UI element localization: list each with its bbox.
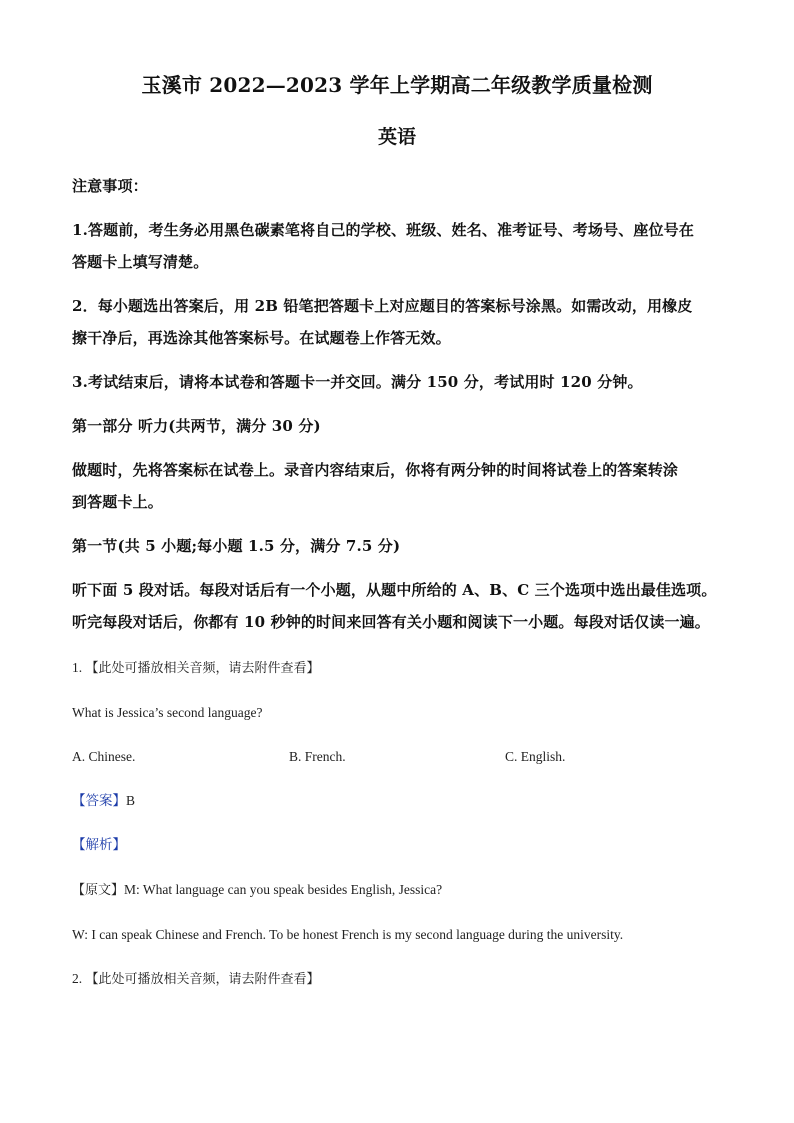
original-text-1: M: What language can you speak besides English, Jessica? bbox=[124, 882, 443, 897]
question-1-text: What is Jessica’s second language? bbox=[72, 705, 263, 720]
option-c[interactable]: C. English. bbox=[505, 749, 566, 764]
option-b[interactable]: B. French. bbox=[289, 749, 346, 764]
notice-item-3: 3.考试结束后，请将本试卷和答题卡一并交回。满分 150 分，考试用时 120 分钟。 bbox=[72, 373, 643, 391]
original-label: 【原文】 bbox=[72, 883, 125, 898]
question-2-audio-line bbox=[72, 969, 724, 990]
answer-value: B bbox=[126, 793, 136, 808]
part1-instructions-line-1: 做题时，先将答案标在试卷上。录音内容结束后，你将有两分钟的时间将试卷上的答案转涂 bbox=[72, 461, 679, 479]
notice-item-2-line-2: 擦干净后，再选涂其他答案标号。在试题卷上作答无效。 bbox=[72, 329, 451, 347]
subject-title: 英语 bbox=[377, 126, 416, 148]
audio-note[interactable]: 【此处可播放相关音频，请去附件查看】 bbox=[85, 661, 320, 676]
answer-label: 【答案】 bbox=[72, 793, 126, 809]
audio-note[interactable]: 【此处可播放相关音频，请去附件查看】 bbox=[85, 972, 320, 987]
question-number: 1. bbox=[72, 660, 83, 675]
notice-heading: 注意事项： bbox=[72, 177, 148, 195]
section1-instructions-line-1: 听下面 5 段对话。每段对话后有一个小题，从题中所给的 A、B、C 三个选项中选出最佳选项。 bbox=[72, 581, 717, 599]
answer-line bbox=[72, 791, 724, 811]
analysis-label: 【解析】 bbox=[72, 837, 126, 853]
original-line-1 bbox=[72, 880, 724, 901]
question-number: 2. bbox=[72, 971, 83, 986]
section1-instructions-line-2: 听完每段对话后，你都有 10 秒钟的时间来回答有关小题和阅读下一小题。每段对话仅读一遍。 bbox=[72, 613, 710, 631]
notice-item-1-line-1: 1.答题前，考生务必用黑色碳素笔将自己的学校、班级、姓名、准考证号、考场号、座位号在 bbox=[72, 221, 694, 239]
analysis-line bbox=[72, 835, 724, 855]
question-1-options bbox=[72, 747, 724, 767]
original-line-2: W: I can speak Chinese and French. To be honest French is my second language during the university. bbox=[72, 927, 624, 942]
question-1-audio-line bbox=[72, 658, 724, 679]
option-a[interactable]: A. Chinese. bbox=[72, 749, 136, 764]
part1-instructions-line-2: 到答题卡上。 bbox=[72, 493, 163, 511]
section1-heading: 第一节(共 5 小题;每小题 1.5 分，满分 7.5 分) bbox=[72, 537, 401, 555]
page-title: 玉溪市 2022—2023 学年上学期高二年级教学质量检测 bbox=[141, 73, 653, 97]
notice-item-1-line-2: 答题卡上填写清楚。 bbox=[72, 253, 209, 271]
notice-item-2-line-1: 2．每小题选出答案后，用 2B 铅笔把答题卡上对应题目的答案标号涂黑。如需改动，用橡皮 bbox=[72, 297, 693, 315]
part1-heading: 第一部分 听力(共两节，满分 30 分) bbox=[72, 417, 321, 435]
